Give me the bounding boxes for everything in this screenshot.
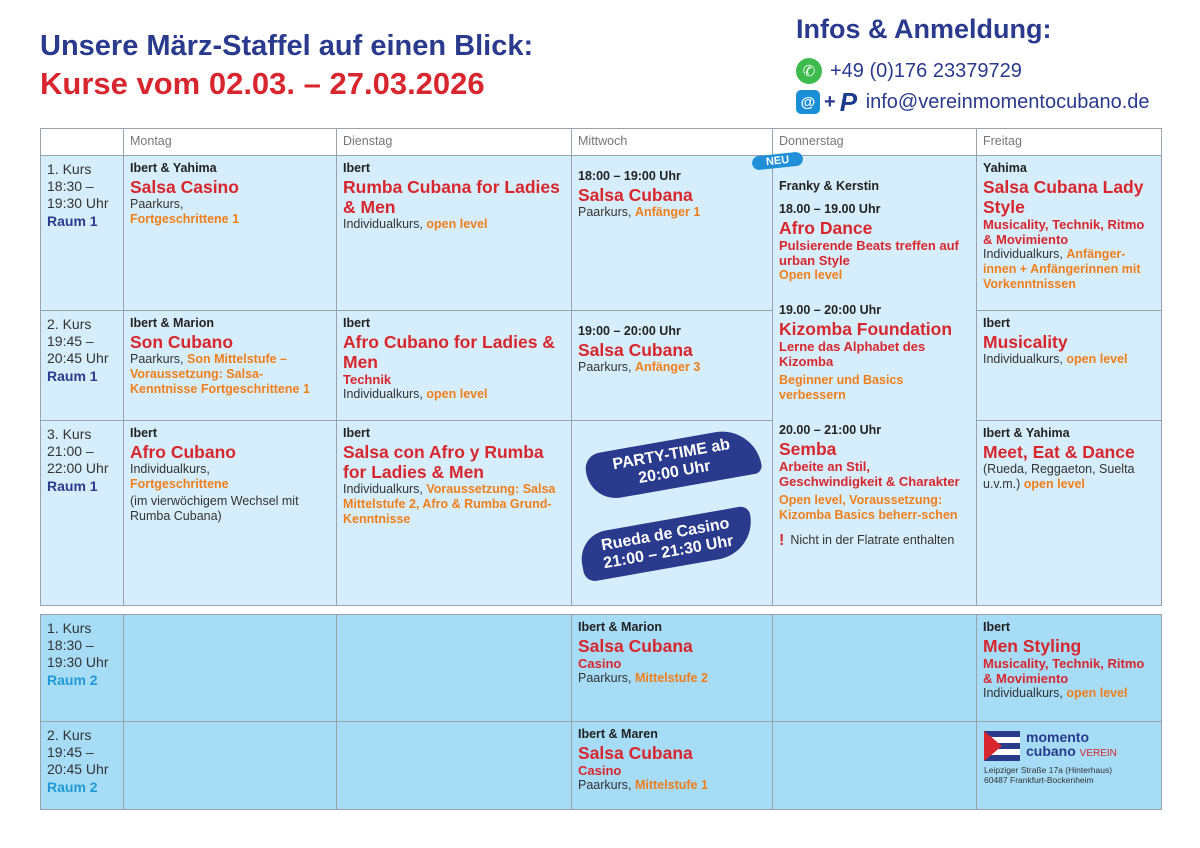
slot-label: 2. Kurs 19:45 – 20:45 Uhr Raum 2: [41, 722, 124, 810]
course-cell: Ibert & Yahima Meet, Eat & Dance (Rueda, Reggaeton, Suelta u.v.m.) open level: [977, 421, 1162, 606]
course-cell: 18:00 – 19:00 Uhr Salsa Cubana Paarkurs, Anfänger 1: [572, 156, 773, 311]
empty-cell: [337, 722, 572, 810]
course-cell: Ibert Afro Cubano for Ladies & Men Technik Individualkurs, open level: [337, 311, 572, 421]
rueda-banner: Rueda de Casino 21:00 – 21:30 Uhr: [577, 505, 757, 582]
exclamation-icon: !: [779, 532, 785, 549]
address-city: 60487 Frankfurt-Bockenheim: [984, 775, 1094, 785]
party-time-banner: PARTY-TIME ab 20:00 Uhr: [583, 425, 763, 502]
day-friday: Freitag: [977, 129, 1162, 156]
slot-label: 2. Kurs 19:45 – 20:45 Uhr Raum 1: [41, 311, 124, 421]
email-address[interactable]: info@vereinmomentocubano.de: [865, 90, 1150, 113]
day-thursday: Donnerstag: [773, 129, 977, 156]
address-street: Leipziger Straße 17a (Hinterhaus): [984, 765, 1113, 775]
slot-label: 1. Kurs 18:30 – 19:30 Uhr Raum 1: [41, 156, 124, 311]
phone-number[interactable]: +49 (0)176 23379729: [830, 59, 1022, 82]
header-empty: [41, 129, 124, 156]
course-cell: Yahima Salsa Cubana Lady Style Musicality, Technik, Ritmo & Movimiento Individualkurs, Anfänger-innen + Anfängerinnen mit Vorkenntnissen: [977, 156, 1162, 311]
page-title: Unsere März-Staffel auf einen Blick:: [40, 30, 534, 62]
course-cell: Ibert & Maren Salsa Cubana Casino Paarkurs, Mittelstufe 1: [572, 722, 773, 810]
table-row: [41, 615, 1162, 722]
email-icon: @: [796, 90, 820, 114]
info-title: Infos & Anmeldung:: [796, 14, 1052, 44]
plus-sign: +: [824, 90, 836, 113]
slot-label: 3. Kurs 21:00 – 22:00 Uhr Raum 1: [41, 421, 124, 606]
course-cell: Ibert Rumba Cubana for Ladies & Men Individualkurs, open level: [337, 156, 572, 311]
day-tuesday: Dienstag: [337, 129, 572, 156]
empty-cell: [773, 722, 977, 810]
momento-cubano-logo: momento cubano VEREIN Leipziger Straße 17a (Hinterhaus) 60487 Frankfurt-Bockenheim: [984, 730, 1154, 785]
course-cell: Ibert Salsa con Afro y Rumba for Ladies & Men Individualkurs, Voraussetzung: Salsa Mittelstufe 2, Afro & Rumba Grund-Kenntnisse: [337, 421, 572, 606]
empty-cell: [773, 615, 977, 722]
whatsapp-icon: ✆: [796, 58, 822, 84]
course-cell: Ibert Musicality Individualkurs, open level: [977, 311, 1162, 421]
course-cell: Ibert & Marion Son Cubano Paarkurs, Son Mittelstufe – Voraussetzung: Salsa-Kenntnisse Fortgeschrittene 1: [124, 311, 337, 421]
empty-cell: [337, 615, 572, 722]
thursday-cell: Franky & Kerstin 18.00 – 19.00 Uhr Afro Dance Pulsierende Beats treffen auf urban Style Open level 19.00 – 20:00 Uhr Kizomba Foundation Lerne das Alphabet des Kizomba Beginner und Basics verbessern 20.00 – 21:00 Uhr Semba Arbeite an Stil, Geschwindigkeit & Charakter Open level, Voraussetzung: Kizomba Basics beherr-schen ! Nicht in der Flatrate enthalten: [773, 156, 977, 606]
phone-row: [796, 58, 1022, 84]
course-cell: Ibert & Marion Salsa Cubana Casino Paarkurs, Mittelstufe 2: [572, 615, 773, 722]
table-row: [41, 156, 1162, 311]
page-subtitle: Kurse vom 02.03. – 27.03.2026: [40, 66, 485, 101]
table-row: [41, 311, 1162, 421]
course-cell: Ibert Afro Cubano Individualkurs, Fortgeschrittene (im vierwöchigem Wechsel mit Rumba Cubana): [124, 421, 337, 606]
slot-label: 1. Kurs 18:30 – 19:30 Uhr Raum 2: [41, 615, 124, 722]
course-cell: Ibert & Yahima Salsa Casino Paarkurs, Fortgeschrittene 1: [124, 156, 337, 311]
day-wednesday: Mittwoch: [572, 129, 773, 156]
day-monday: Montag: [124, 129, 337, 156]
new-badge: NEU: [751, 151, 803, 170]
course-cell: Ibert Men Styling Musicality, Technik, Ritmo & Movimiento Individualkurs, open level: [977, 615, 1162, 722]
email-row: [796, 89, 1150, 115]
empty-cell: [124, 722, 337, 810]
empty-cell: [124, 615, 337, 722]
course-cell: 19:00 – 20:00 Uhr Salsa Cubana Paarkurs, Anfänger 3: [572, 311, 773, 421]
cuban-flag-icon: [984, 731, 1020, 761]
paypal-icon: P: [839, 87, 858, 117]
day-header-row: [41, 129, 1162, 156]
